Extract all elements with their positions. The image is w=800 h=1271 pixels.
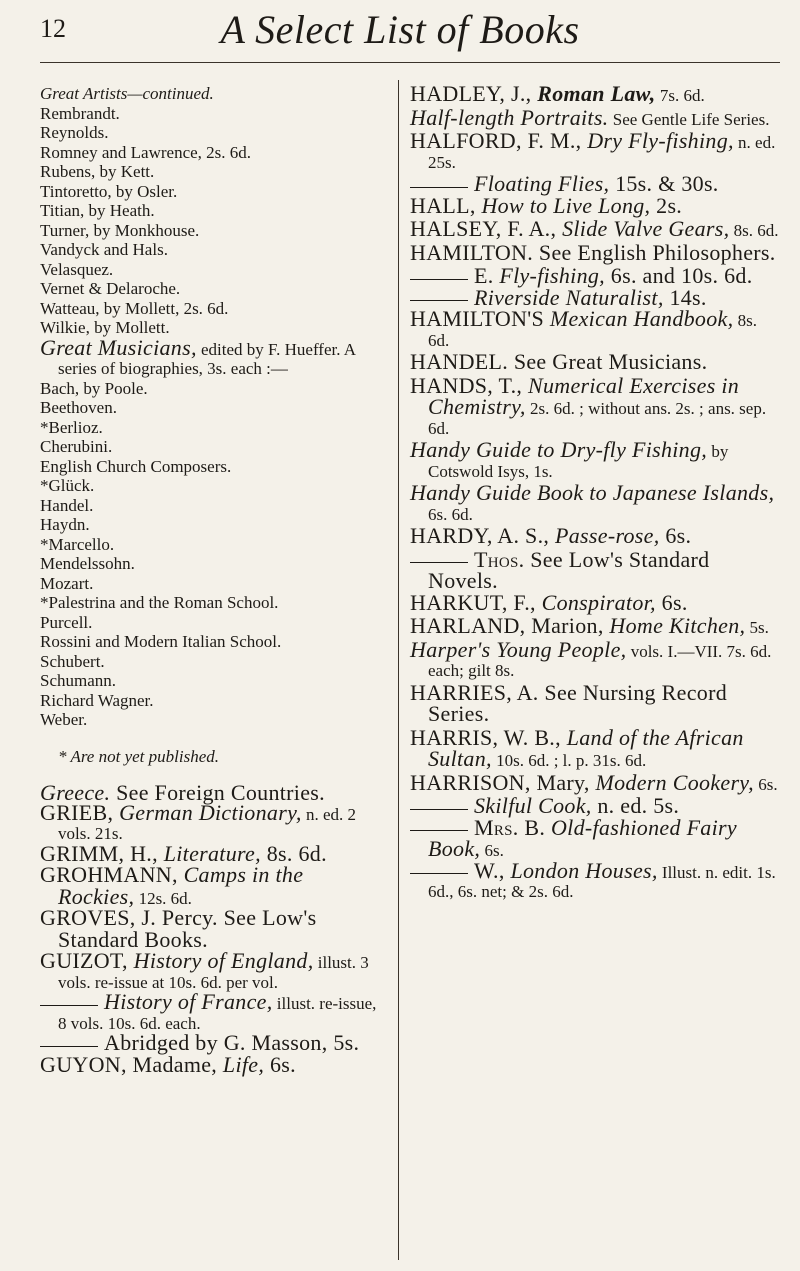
great-artists-item: Watteau, by Mollett, 2s. 6d. (40, 298, 229, 318)
great-musicians-item: English Church Composers. (40, 456, 232, 476)
entry-handel: HANDEL. See Great Musicians. (410, 349, 708, 374)
great-artists-item: Titian, by Heath. (40, 201, 155, 220)
entry-hamilton-e: E. Fly-fishing, 6s. and 10s. 6d. (410, 266, 780, 288)
entry-harrison-mrs: Mrs. B. Old-fashioned Fairy Book, 6s. (410, 818, 780, 861)
great-musicians-note: * Are not yet published. (58, 746, 220, 766)
entry-grohmann: GROHMANN, Camps in the Rockies, 12s. 6d. (40, 862, 304, 909)
great-musicians-item: Rossini and Modern Italian School. (40, 632, 282, 651)
great-artists-item: Tintoretto, by Osler. (40, 181, 178, 201)
great-musicians-item: Purcell. (40, 612, 93, 632)
great-musicians-item: *Marcello. (40, 534, 115, 554)
page-title: A Select List of Books (220, 7, 580, 52)
column-divider (398, 80, 399, 1260)
great-musicians-list (40, 379, 385, 730)
page-header (0, 0, 800, 68)
header-rule (40, 62, 780, 63)
great-musicians-item: Handel. (40, 495, 94, 515)
great-artists-item: Rembrandt. (40, 103, 120, 123)
great-artists-list (40, 104, 385, 338)
entry-grieb: GRIEB, German Dictionary, n. ed. 2 vols. 21s. (40, 799, 357, 843)
entry-guizot-abridged: Abridged by G. Masson, 5s. (40, 1033, 385, 1055)
entry-handy-guide: Handy Guide to Dry-fly Fishing, by Cotswold Isys, 1s. (410, 437, 729, 481)
entry-hadley: HADLEY, J., Roman Law, 7s. 6d. (410, 81, 705, 106)
great-musicians-item: Haydn. (40, 515, 90, 534)
great-musicians-item: *Glück. (40, 476, 95, 495)
entry-harpers: Harper's Young People, vols. I.—VII. 7s. 6d. each; gilt 8s. (410, 636, 772, 680)
left-column (40, 84, 385, 1076)
great-artists-item: Turner, by Monkhouse. (40, 220, 200, 240)
great-artists-item: Reynolds. (40, 123, 109, 142)
great-artists-item: Velasquez. (40, 259, 114, 279)
entry-guizot-france: History of France, illust. re-issue, 8 vols. 10s. 6d. each. (40, 992, 385, 1033)
entry-harrison-skilful: Skilful Cook, n. ed. 5s. (410, 796, 780, 818)
great-musicians-item: Mendelssohn. (40, 554, 135, 573)
entry-hamilton-riverside: Riverside Naturalist, 14s. (410, 288, 780, 310)
entry-hall: HALL, How to Live Long, 2s. (410, 192, 683, 218)
entry-halford: HALFORD, F. M., Dry Fly-fishing, n. ed. 25s. (410, 128, 776, 172)
great-musicians-item: *Berlioz. (40, 417, 103, 437)
entry-guyon: GUYON, Madame, Life, 6s. (40, 1051, 296, 1077)
great-musicians-item: Schubert. (40, 651, 105, 671)
entry-harrison: HARRISON, Mary, Modern Cookery, 6s. (410, 769, 778, 795)
entry-hamilton: HAMILTON. See English Philosophers. (410, 239, 776, 265)
great-musicians-item: Cherubini. (40, 437, 113, 456)
great-musicians-item: Schumann. (40, 671, 117, 690)
entry-harkut: HARKUT, F., Conspirator, 6s. (410, 589, 688, 615)
great-artists-item: Wilkie, by Mollett. (40, 318, 170, 337)
entry-hands: HANDS, T., Numerical Exercises in Chemistry, 2s. 6d. ; without ans. 2s. ; ans. sep. 6d. (410, 372, 767, 438)
entry-harrison-w: W., London Houses, Illust. n. edit. 1s. 6d., 6s. net; & 2s. 6d. (410, 861, 780, 902)
right-column (410, 81, 780, 902)
entry-harland: HARLAND, Marion, Home Kitchen, 5s. (410, 613, 769, 638)
great-musicians-item: Mozart. (40, 573, 94, 593)
great-artists-item: Vernet & Delaroche. (40, 279, 181, 298)
great-musicians-item: *Palestrina and the Roman School. (40, 593, 279, 612)
entry-grimm: GRIMM, H., Literature, 8s. 6d. (40, 840, 327, 866)
entry-harris: HARRIS, W. B., Land of the African Sultan, 10s. 6d. ; l. p. 31s. 6d. (410, 724, 744, 771)
entry-groves: GROVES, J. Percy. See Low's Standard Books. (40, 905, 317, 952)
great-musicians-item: Weber. (40, 710, 88, 729)
entry-hardy: HARDY, A. S., Passe-rose, 6s. (410, 523, 692, 548)
entry-half-length: Half-length Portraits. See Gentle Life Series. (410, 104, 770, 130)
great-artists-item: Rubens, by Kett. (40, 162, 155, 181)
entry-greece: Greece. See Foreign Countries. (40, 780, 325, 805)
entry-guizot: GUIZOT, History of England, illust. 3 vols. re-issue at 10s. 6d. per vol. (40, 948, 369, 992)
entry-handy-japan: Handy Guide Book to Japanese Islands, 6s. 6d. (410, 480, 775, 524)
entry-hamiltons: HAMILTON'S Mexican Handbook, 8s. 6d. (410, 306, 758, 350)
great-artists-item: Romney and Lawrence, 2s. 6d. (40, 142, 252, 162)
page-number: 12 (40, 14, 66, 43)
great-musicians-item: Beethoven. (40, 398, 117, 417)
great-musicians-item: Bach, by Poole. (40, 378, 148, 398)
great-artists-item: Vandyck and Hals. (40, 240, 168, 259)
entry-hardy-thos: Thos. See Low's Standard Novels. (410, 550, 780, 593)
great-musicians-item: Richard Wagner. (40, 690, 154, 710)
great-musicians-entry: Great Musicians, edited by F. Hueffer. A series of biographies, 3s. each :— (40, 334, 356, 378)
entry-halsey: HALSEY, F. A., Slide Valve Gears, 8s. 6d. (410, 216, 779, 241)
great-artists-heading: Great Artists—continued. (40, 84, 214, 103)
entry-halford-floating: Floating Flies, 15s. & 30s. (410, 174, 780, 196)
entry-harries: HARRIES, A. See Nursing Record Series. (410, 679, 727, 726)
